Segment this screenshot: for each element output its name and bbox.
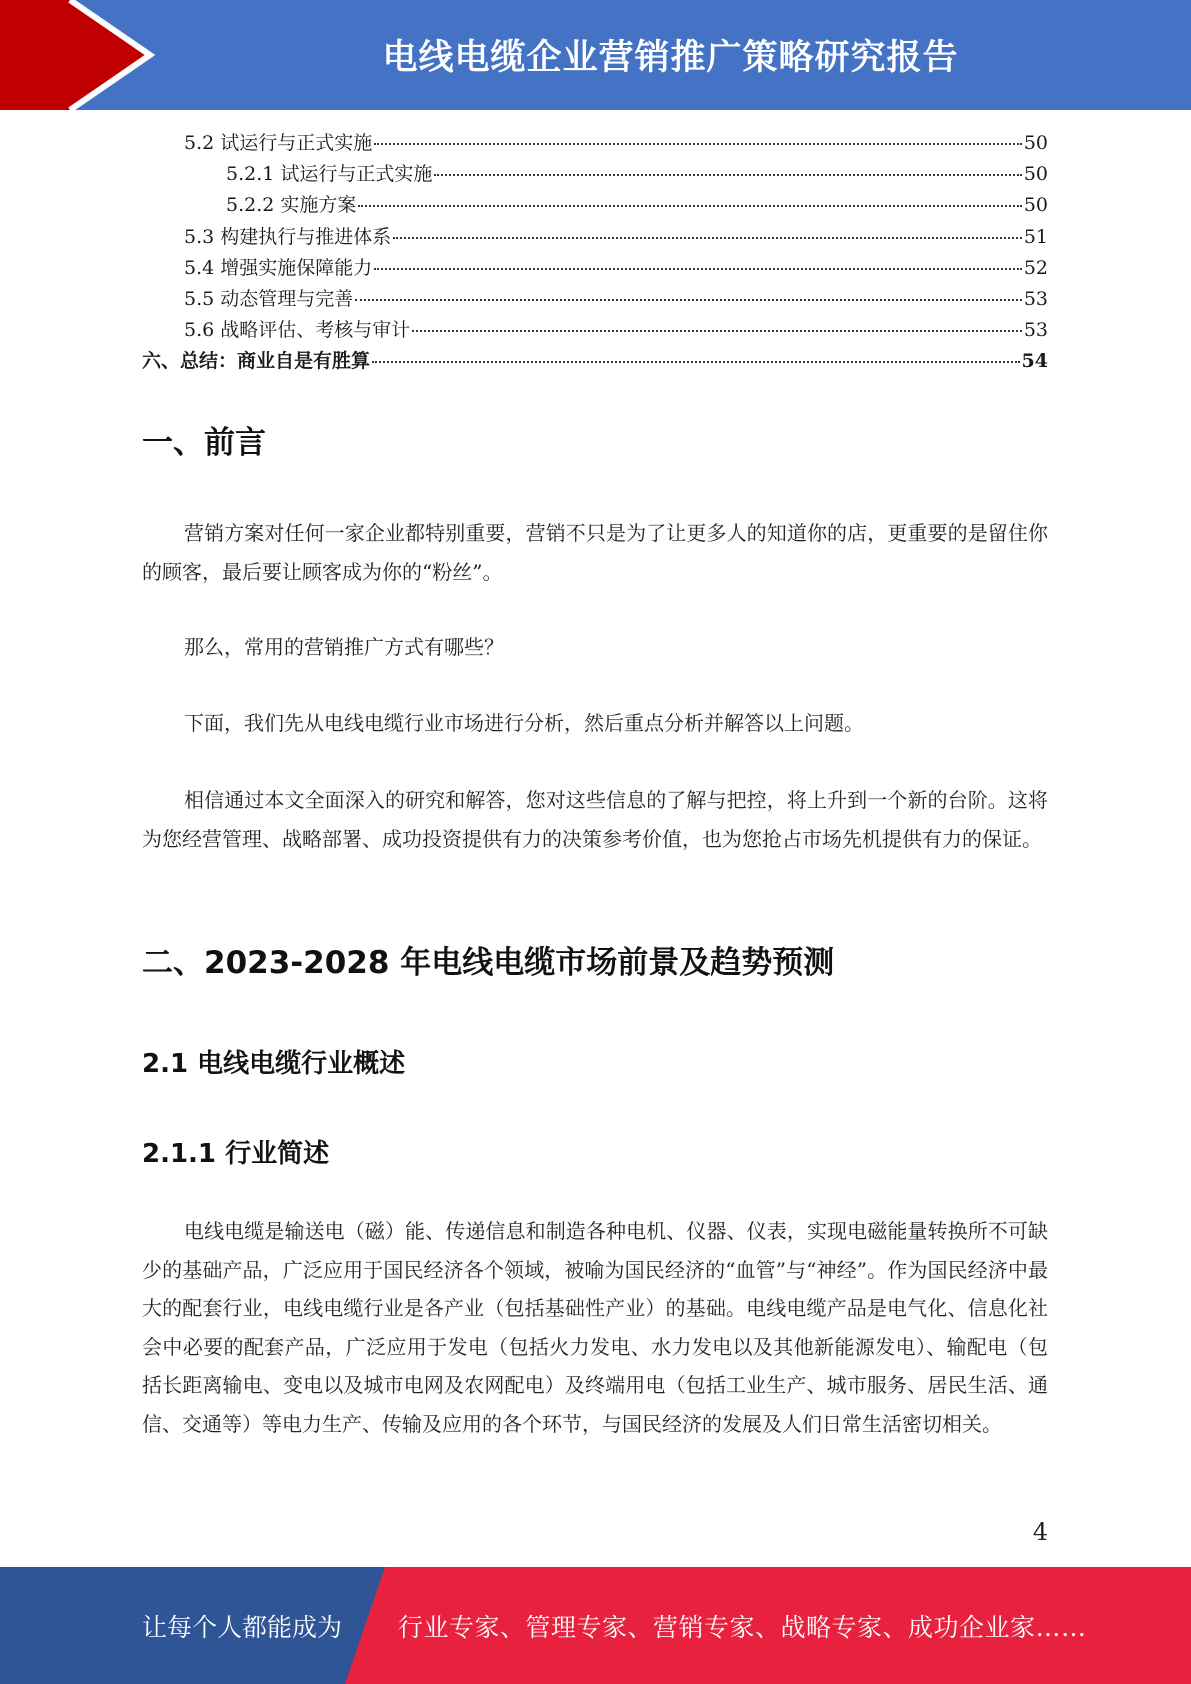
toc-entry[interactable]: [142, 284, 1048, 315]
toc-entry[interactable]: [142, 190, 1048, 221]
toc-entry-page: 50: [1023, 194, 1048, 217]
paragraph: 那么，常用的营销推广方式有哪些？: [184, 635, 504, 659]
toc-leader-dots: [374, 268, 1022, 270]
footer-slogan: 让每个人都能成为: [142, 1612, 343, 1642]
section-heading-market: 二、2023-2028 年电线电缆市场前景及趋势预测: [142, 945, 835, 981]
paragraph: 下面，我们先从电线电缆行业市场进行分析，然后重点分析并解答以上问题。: [184, 711, 864, 735]
toc-entry-label: 5.3 构建执行与推进体系: [184, 225, 392, 248]
toc-entry-page: 50: [1023, 132, 1048, 154]
toc-entry[interactable]: [142, 222, 1048, 253]
toc-leader-dots: [355, 299, 1022, 301]
subsection-heading: 2.1 电线电缆行业概述: [142, 1049, 406, 1079]
toc-leader-dots: [358, 205, 1021, 207]
toc-entry-label: 5.5 动态管理与完善: [184, 287, 354, 310]
toc-entry[interactable]: [142, 346, 1048, 377]
paragraph: 营销方案对任何一家企业都特别重要，营销不只是为了让更多人的知道你的店，更重要的是留住你的顾客，最后要让顾客成为你的“粉丝”。: [142, 521, 1048, 584]
toc-entry-page: 54: [1021, 350, 1048, 373]
toc-entry-label: 5.6 战略评估、考核与审计: [184, 319, 411, 342]
toc-entry-page: 52: [1023, 256, 1048, 279]
toc-leader-dots: [412, 330, 1022, 332]
toc-entry-label: 5.4 增强实施保障能力: [184, 256, 373, 279]
header-banner: [0, 0, 1191, 110]
toc-entry-page: 51: [1023, 225, 1048, 248]
footer-expert-list: 行业专家、管理专家、营销专家、战略专家、成功企业家……: [398, 1612, 1087, 1642]
paragraph: 电线电缆是输送电（磁）能、传递信息和制造各种电机、仪器、仪表，实现电磁能量转换所不可缺少的基础产品，广泛应用于国民经济各个领域，被喻为国民经济的“血管”与“神经”。作为国民经济中最大的配套行业，电线电缆行业是各产业（包括基础性产业）的基础。电线电缆产品是电气化、信息化社会中必要的配套产品，广泛应用于发电（包括火力发电、水力发电以及其他新能源发电）、输配电（包括长距离输电、变电以及城市电网及农网配电）及终端用电（包括工业生产、城市服务、居民生活、通信、交通等）等电力生产、传输及应用的各个环节，与国民经济的发展及人们日常生活密切相关。: [142, 1219, 1048, 1436]
toc-entry-page: 50: [1023, 163, 1048, 186]
section-heading-preface: 一、前言: [142, 425, 266, 461]
toc-entry[interactable]: [142, 253, 1048, 284]
page-number: 4: [1032, 1518, 1048, 1546]
footer-banner: [0, 1567, 1191, 1684]
toc-leader-dots: [434, 174, 1021, 176]
paragraph: 相信通过本文全面深入的研究和解答，您对这些信息的了解与把控，将上升到一个新的台阶。这将为您经营管理、战略部署、成功投资提供有力的决策参考价值，也为您抢占市场先机提供有力的保证。: [142, 788, 1048, 851]
toc-entry[interactable]: [142, 159, 1048, 190]
toc-leader-dots: [393, 237, 1022, 239]
toc-entry-label: 5.2 试运行与正式实施: [184, 132, 373, 154]
toc-entry[interactable]: [142, 315, 1048, 346]
toc-entry-label: 5.2.2 实施方案: [226, 194, 357, 217]
table-of-contents: [142, 128, 1048, 378]
red-arrow-icon: [0, 0, 160, 110]
toc-leader-dots: [372, 361, 1020, 363]
subsubsection-heading: 2.1.1 行业简述: [142, 1139, 330, 1169]
toc-leader-dots: [374, 143, 1022, 145]
toc-entry-page: 53: [1023, 319, 1048, 342]
toc-entry-label: 5.2.1 试运行与正式实施: [226, 163, 433, 186]
report-title: 电线电缆企业营销推广策略研究报告: [382, 38, 959, 78]
toc-entry-label: 六、总结：商业自是有胜算: [142, 350, 371, 373]
toc-entry-page: 53: [1023, 287, 1048, 310]
toc-entry[interactable]: [142, 128, 1048, 159]
